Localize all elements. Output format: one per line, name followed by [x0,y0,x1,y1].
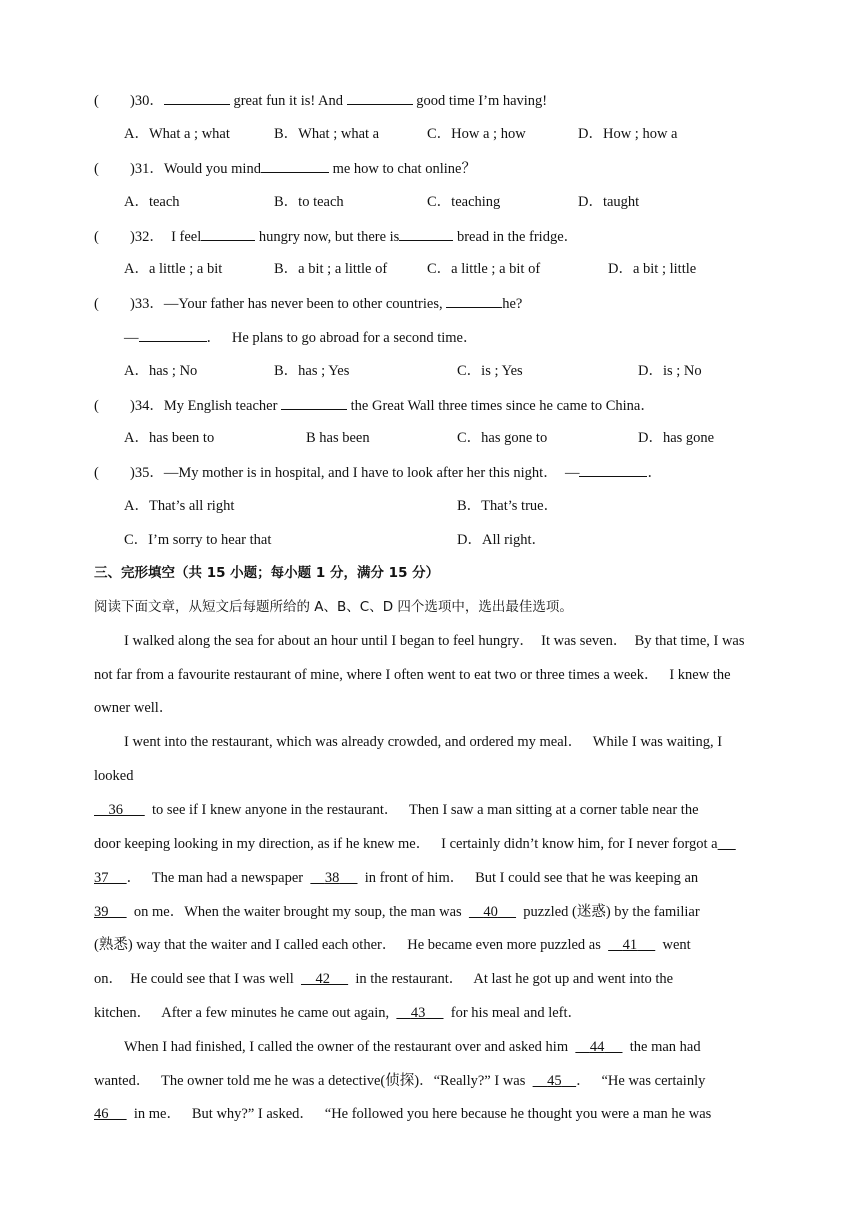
blank-42: 42 [315,971,330,987]
blank [261,158,329,173]
passage-line: looked [94,768,134,784]
option-b: B．a bit ; a little of [274,261,388,277]
question-33: ( )33．—Your father has never been to other countries, he? [94,293,522,314]
passage-line: on． He could see that I was well 42 in the restaurant． At last he got up and went into the [94,971,674,987]
blank [579,462,647,477]
passage-line: 37 ． The man had a newspaper 38 in front of him． But I could see that he was keeping an [94,870,699,886]
option-c: C．How a ; how [427,126,526,142]
option-c: C．is ; Yes [457,363,523,379]
blank [347,90,413,105]
option-c: C．I’m sorry to hear that [124,532,272,548]
instructions: 阅读下面文章，从短文后每题所给的 A、B、C、D 四个选项中，选出最佳选项。 [94,599,573,615]
option-a: A．a little ; a bit [124,261,223,277]
passage-line: (熟悉) way that the waiter and I called each other． He became even more puzzled as 41 went [94,937,691,953]
option-c: C．teaching [427,194,501,210]
option-b: B has been [306,430,370,446]
option-a: A．That’s all right [124,498,235,514]
answer-paren: ( [94,93,99,109]
blank-39: 39 [94,904,109,920]
option-c: C．a little ; a bit of [427,261,541,277]
answer-paren: ( [94,229,99,245]
option-d: D．a bit ; little [608,261,697,277]
question-33-reply: — ． He plans to go abroad for a second time． [124,327,478,348]
answer-paren: ( [94,398,99,414]
option-c: C．has gone to [457,430,548,446]
blank-36: 36 [108,802,123,818]
blank-40: 40 [483,904,498,920]
blank [399,226,453,241]
question-34: ( )34．My English teacher the Great Wall three times since he came to China． [94,395,655,416]
option-a: A．What a ; what [124,126,230,142]
blank [139,327,207,342]
option-d: D．All right． [457,532,547,548]
passage-line: 46 in me． But why?” I asked． “He followed you here because he thought you were a man he was [94,1106,712,1122]
question-32: ( )32． I feel hungry now, but there is bread in the fridge． [94,226,578,247]
option-a: A．has ; No [124,363,198,379]
answer-paren: ( [94,161,99,177]
blank-41: 41 [622,937,638,953]
blank-43: 43 [410,1005,426,1021]
section-title: 三、完形填空（共 15 小题；每小题 1 分，满分 15 分） [94,565,440,581]
passage-line: 36 to see if I knew anyone in the restaurant． Then I saw a man sitting at a corner table near the [94,800,699,820]
blank-45: 45 [547,1073,562,1089]
blank [164,90,230,105]
passage-line: owner well． [94,700,174,716]
passage-line: not far from a favourite restaurant of mine, where I often went to eat two or three times a week． I knew the [94,667,731,683]
question-30: ( )30． great fun it is! And good time I’m having! [94,90,547,111]
option-d: D．has gone [638,430,715,446]
blank-46: 46 [94,1106,109,1122]
passage-line: When I had finished, I called the owner of the restaurant over and asked him 44 the man had [124,1039,701,1055]
blank-37-start [718,836,736,852]
option-d: D．is ; No [638,363,702,379]
blank [281,395,347,410]
blank-44: 44 [589,1039,605,1055]
passage-line: I walked along the sea for about an hour until I began to feel hungry． It was seven． By that time, I was [124,633,745,649]
answer-paren: ( [94,296,99,312]
passage-line: kitchen． After a few minutes he came out again, 43 for his meal and left． [94,1005,583,1021]
option-d: D．How ; how a [578,126,678,142]
blank-38: 38 [324,870,340,886]
passage-line: 39 on me．When the waiter brought my soup, the man was 40 puzzled (迷惑) by the familiar [94,904,700,920]
passage-line: I went into the restaurant, which was already crowded, and ordered my meal． While I was waiting, I [124,734,723,750]
blank [201,226,255,241]
question-31: ( )31．Would you mind me how to chat online？ [94,158,476,179]
question-35: ( )35．—My mother is in hospital, and I have to look after her this night． — ． [94,462,662,483]
passage-line: wanted． The owner told me he was a detective(侦探)．“Really?” I was 45 ． “He was certainly [94,1073,706,1089]
option-b: B．has ; Yes [274,363,350,379]
option-a: A．teach [124,194,180,210]
option-a: A．has been to [124,430,215,446]
option-b: B．to teach [274,194,344,210]
blank [446,293,502,308]
blank-37: 37 [94,870,109,886]
option-b: B．What ; what a [274,126,380,142]
option-b: B．That’s true． [457,498,559,514]
passage-line: door keeping looking in my direction, as if he knew me． I certainly didn’t know him, for I never forgot a [94,834,736,854]
answer-paren: ( [94,465,99,481]
option-d: D．taught [578,194,640,210]
